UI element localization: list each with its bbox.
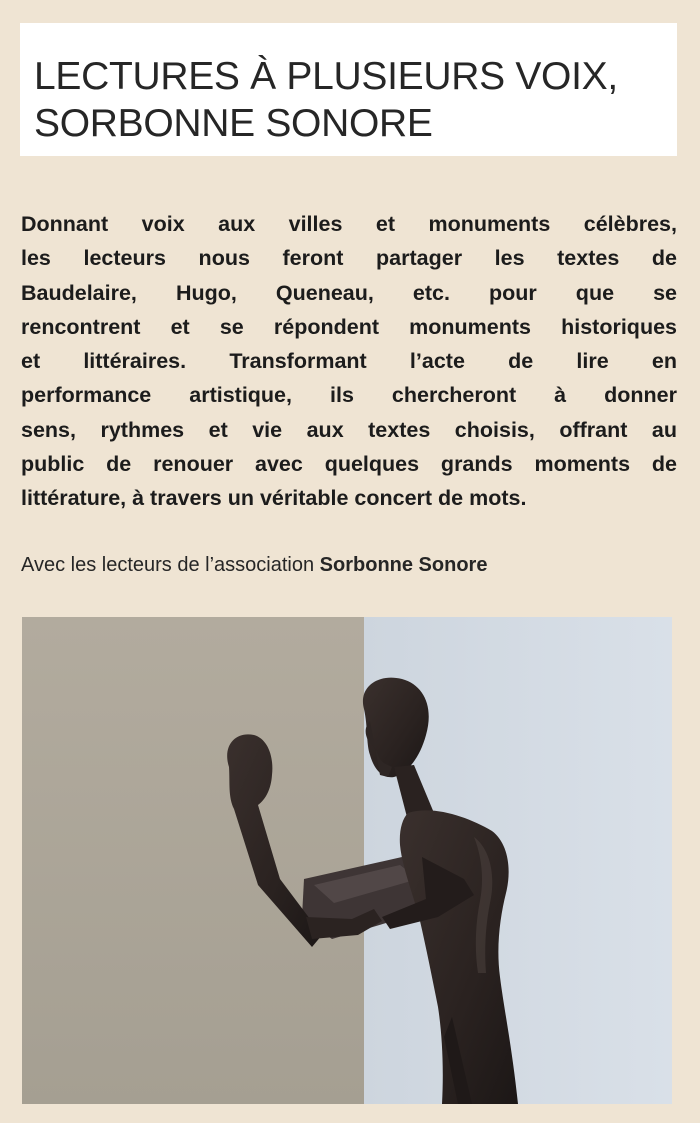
description-line: performance artistique, ils chercheront à donner [21,383,677,408]
description-line: Donnant voix aux villes et monuments célèbres, [21,212,677,236]
description-line: les lecteurs nous feront partager les textes de [21,246,677,271]
description-line: littérature, à travers un véritable concert de mots. [21,486,527,511]
page-title-line-1: LECTURES À PLUSIEURS VOIX, [34,55,618,98]
description-line: public de renouer avec quelques grands moments de [21,452,677,477]
title-box [20,23,677,156]
description-line: sens, rythmes et vie aux textes choisis, offrant au [21,417,677,442]
sculpture-photo [22,617,672,1104]
page-title-line-2: SORBONNE SONORE [34,102,433,145]
credit-line [21,554,487,577]
description-line: Baudelaire, Hugo, Queneau, etc. pour que se [21,280,677,305]
credit-prefix: Avec les lecteurs de l’association [21,554,320,576]
sculpture-image [22,617,672,1104]
description-paragraph [21,207,677,516]
description-line: rencontrent et se répondent monuments historiques [21,314,677,339]
association-name: Sorbonne Sonore [319,554,488,576]
description-line: et littéraires. Transformant l’acte de lire en [21,349,677,374]
